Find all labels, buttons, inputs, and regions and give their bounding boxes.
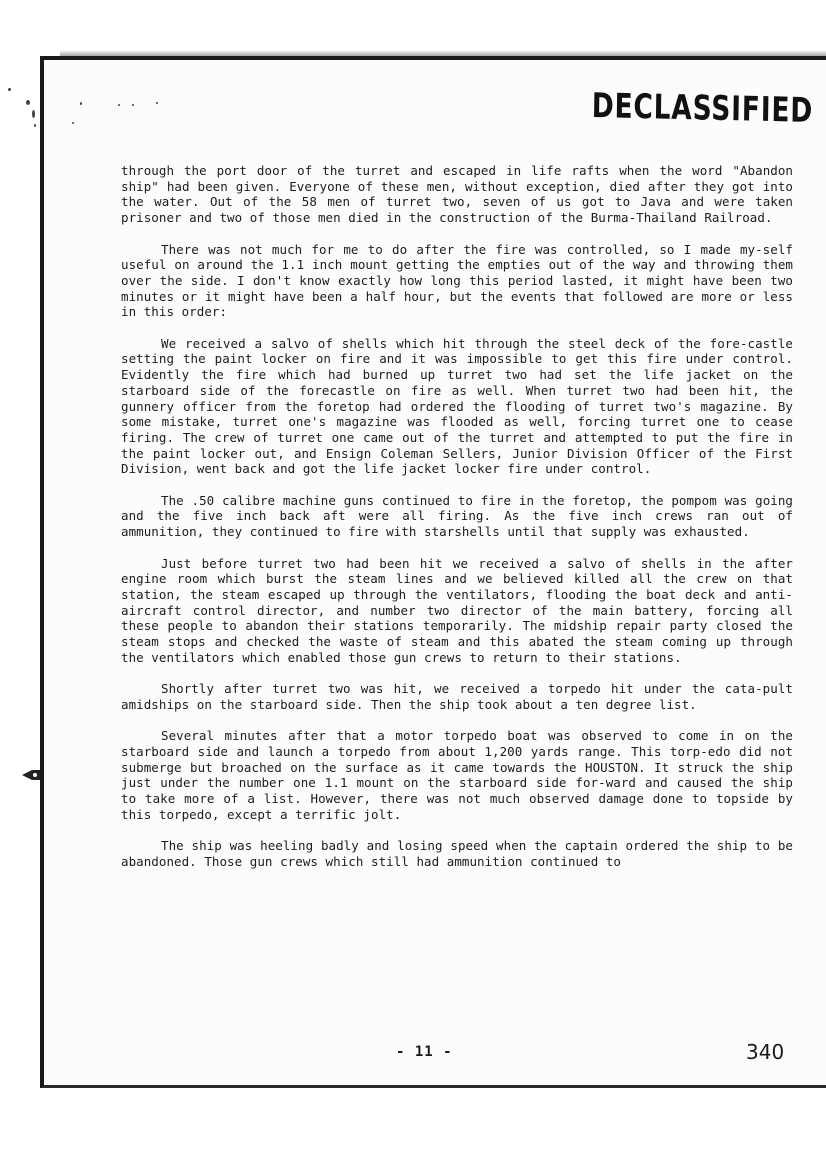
archive-number: 340 xyxy=(746,1040,785,1064)
scan-speck xyxy=(26,100,30,105)
scan-speck xyxy=(80,102,82,105)
scan-speck xyxy=(34,124,36,127)
body-paragraph: We received a salvo of shells which hit through the steel deck of the fore-castle setting the paint locker on fire and it was impossible to get this fire under control. Evidently the fire which had burned up turret two had set the life jacket on the starboard side of the forecastle on fire as well. When turret two had been hit, the gunnery officer from the foretop had ordered the flooding of turret two's magazine. By some mistake, turret one's magazine was flooded as well, forcing turret one to cease firing. The crew of turret one came out of the turret and attempted to put the fire in the paint locker out, and Ensign Coleman Sellers, Junior Division Officer of the First Division, went back and got the life jacket locker fire under control. xyxy=(121,335,793,477)
scan-speck xyxy=(32,110,35,118)
body-paragraph: Just before turret two had been hit we received a salvo of shells in the after engine room which burst the steam lines and we believed killed all the crew on that station, the steam escaped up through the ventilators, flooding the boat deck and anti-aircraft control director, and number two director of the main battery, forcing all these people to abandon their stations temporarily. The midship repair party closed the steam stops and checked the waste of steam and this abated the steam coming up through the ventilators which enabled those gun crews to return to their stations. xyxy=(121,555,793,665)
body-paragraph: Shortly after turret two was hit, we received a torpedo hit under the cata-pult amidships on the starboard side. Then the ship took about a ten degree list. xyxy=(121,681,793,712)
scan-speck xyxy=(132,104,134,106)
scan-speck xyxy=(8,88,11,91)
declassified-stamp: DECLASSIFIED xyxy=(591,86,814,131)
body-paragraph: The .50 calibre machine guns continued to fire in the foretop, the pompom was going and the five inch back aft were all firing. As the five inch crews ran out of ammunition, they continued to fire with starshells until that supply was exhausted. xyxy=(121,492,793,540)
margin-arrow-icon xyxy=(20,768,42,782)
body-paragraph: through the port door of the turret and escaped in life rafts when the word "Abandon ship" had been given. Everyone of these men, without exception, died after they got into the water. Out of the 58 men of turret two, seven of us got to Java and were taken prisoner and two of those men died in the construction of the Burma-Thailand Railroad. xyxy=(121,163,793,226)
scan-speck xyxy=(72,122,74,124)
scan-specks-header xyxy=(70,96,210,126)
document-body xyxy=(121,163,793,885)
scan-specks-left xyxy=(0,60,40,180)
body-paragraph: The ship was heeling badly and losing speed when the captain ordered the ship to be abandoned. Those gun crews which still had ammunition continued to xyxy=(121,838,793,869)
body-paragraph: Several minutes after that a motor torpedo boat was observed to come in on the starboard side and launch a torpedo from about 1,200 yards range. This torp-edo did not submerge but broached on the surface as it came towards the HOUSTON. It struck the ship just under the number one 1.1 mount on the starboard side for-ward and caused the ship to take more of a list. However, there was not much observed damage done to topside by this torpedo, except a terrific jolt. xyxy=(121,728,793,822)
body-paragraph: There was not much for me to do after the fire was controlled, so I made my-self useful on around the 1.1 inch mount getting the empties out of the way and throwing them over the side. I don't know exactly how long this period lasted, it might have been two minutes or it might have been a half hour, but the events that followed are more or less in this order: xyxy=(121,241,793,320)
scan-speck xyxy=(156,102,158,104)
page-number: - 11 - xyxy=(396,1044,453,1060)
scan-speck xyxy=(118,104,120,106)
